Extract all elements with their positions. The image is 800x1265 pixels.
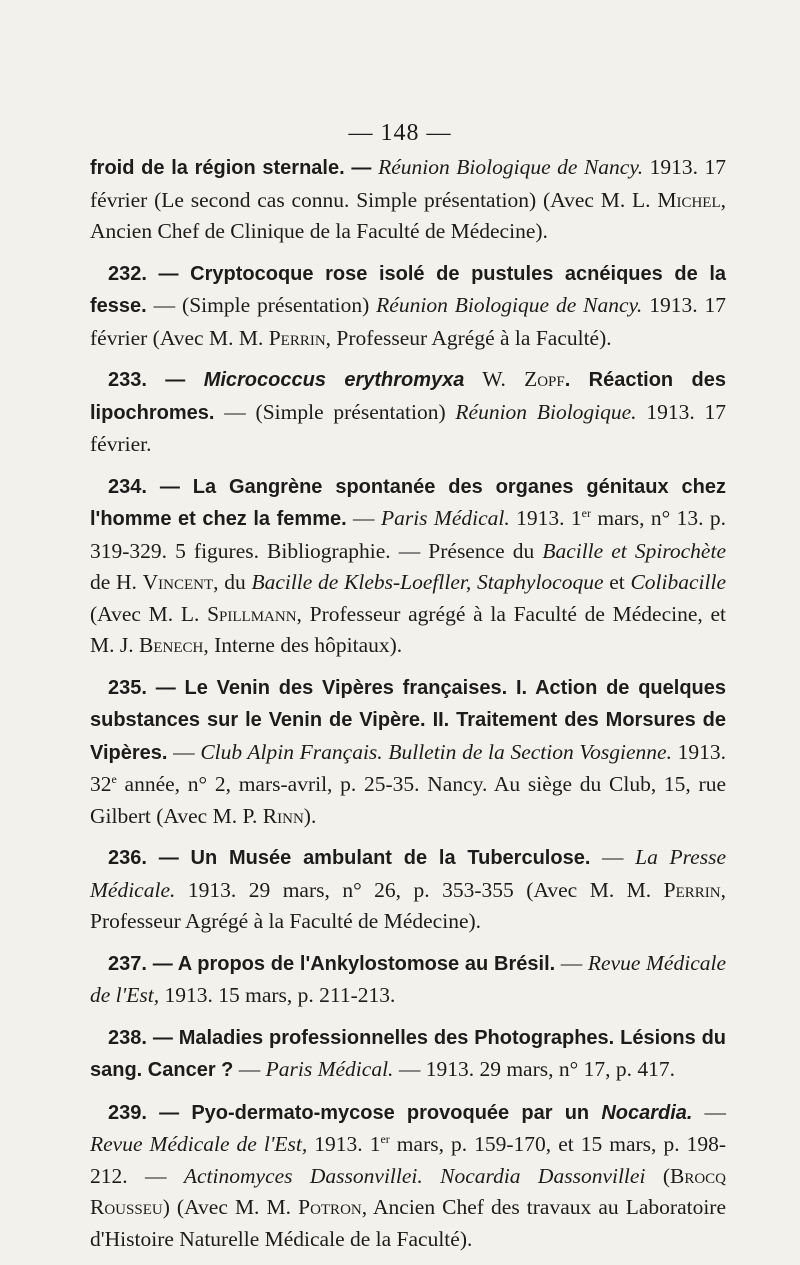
entry-details: 1913. 17 février (Avec M. M. [90,293,727,350]
entry-details: , Professeur Agrégé à la Faculté). [325,325,612,350]
entry-number: 233. [108,369,147,391]
journal-name: Réunion Biologique. [455,399,637,424]
author-name: Vincent [142,570,214,594]
entry-details: et [603,570,631,594]
entry-number: 235. [108,676,147,699]
entry-number: 232. [108,262,147,285]
entry-details: — [346,506,381,530]
entry-details: 1913. 1 [307,1132,381,1156]
entry-237 [90,948,726,1012]
entry-number: 239. [108,1101,147,1124]
entry-number: 237. [108,952,147,975]
journal-name: Revue Médicale de l'Est, [90,950,727,1007]
entry-title-text: — Maladies professionnelles des Photographes. Lésions du sang. Cancer ? [90,1026,726,1081]
entry-details: 1913. 1 [509,506,582,530]
author-name: Perrin [268,325,326,350]
entry-details: (Avec M. L. [90,601,208,626]
journal-name: Réunion Biologique de Nancy. [376,293,643,317]
entry-details: mars, p. 159-170, et 15 mars, p. 198-212. — [90,1132,727,1188]
author-name: Spillmann [207,601,297,626]
author-name: Potron [298,1195,362,1219]
entry-234 [90,471,726,662]
author-name: Benech [138,633,204,657]
entry-details: — [692,1099,727,1124]
superscript: er [380,1131,390,1146]
organism-name: Actinomyces Dassonvillei. Nocardia Dassonvillei [183,1163,646,1188]
entry-details: ). [303,803,317,828]
entry-details: 1913. 32 [90,739,726,796]
entry-title-text: — Cryptocoque rose isolé de pustules acnéiques de la fesse. [90,262,726,317]
journal-name: Club Alpin Français. Bulletin de la Section Vosgienne. [200,739,672,764]
entry-title-text: — Le Venin des Vipères françaises. I. Action de quelques substances sur le Venin de Vipère. II. Traitement des Morsures de Vipères. [90,676,726,764]
entry-details: — [233,1057,266,1081]
superscript: e [111,771,117,786]
entry-title-text: — A propos de l'Ankylostomose au Brésil. [146,952,556,975]
entry-details: — [167,739,201,764]
author-name: Brocq Rousseu [90,1163,726,1219]
entry-details: 1913. 17 février. [90,399,726,456]
author-name: Rinn [262,803,304,828]
entry-details: , du [213,570,252,594]
entry-details: 1913. 29 mars, n° 26, p. 353-355 (Avec M. M. [175,877,664,902]
organism-name: Colibacille [630,570,726,594]
entry-details: mars, n° 13. p. 319-329. 5 figures. Bibliographie. — Présence du [90,506,727,563]
author-name: Perrin [663,877,721,902]
entry-236 [90,842,726,938]
organism-name: Bacille de Klebs-Loefller, Staphylocoque [251,570,604,594]
journal-name: Paris Médical. [380,506,510,530]
entry-details: — (Simple présentation) [214,399,456,424]
entry-title-text: — [146,369,204,391]
entry-details: — [555,950,588,975]
entry-details: , Ancien Chef de Clinique de la Faculté de Médecine). [90,187,726,243]
organism-name: Bacille et Spirochète [542,538,726,563]
entry-title-text: — Pyo-dermato-mycose provoquée par un [146,1101,602,1124]
entry-231-continuation [90,152,726,248]
entry-title-text: . Réaction des lipochromes. [90,369,726,424]
entry-details: 1913. 17 février (Le second cas connu. Simple présentation) (Avec M. L. [90,155,727,212]
entry-details: — [590,845,636,869]
entry-235 [90,672,726,833]
entry-details: , Ancien Chef des travaux au Laboratoire d'Histoire Naturelle Médicale de la Faculté). [90,1195,727,1251]
entry-title-text: — La Gangrène spontanée des organes génitaux chez l'homme et chez la femme. [90,475,726,530]
entry-details: W. [464,367,525,391]
entry-239 [90,1097,726,1256]
species-name: Micrococcus erythromyxa [203,369,465,391]
entry-number: 236. [108,847,147,869]
journal-name: Paris Médical. [265,1057,394,1081]
author-name: Michel [657,187,721,212]
bibliography-list [90,152,726,1265]
entry-title-text: — Un Musée ambulant de la Tuberculose. [146,847,591,869]
entry-details: ( [645,1163,670,1188]
journal-name: La Presse Médicale. [90,845,726,902]
entry-details: de H. [90,570,143,594]
journal-name: Revue Médicale de l'Est, [90,1132,308,1156]
species-name: Nocardia. [601,1101,693,1124]
entry-details: — 1913. 29 mars, n° 17, p. 417. [393,1057,675,1081]
journal-name: Réunion Biologique de Nancy. [378,155,644,179]
entry-details: 1913. 15 mars, p. 211-213. [159,983,396,1007]
entry-details: année, n° 2, mars-avril, p. 25-35. Nancy. Au siège du Club, 15, rue Gilbert (Avec M. P. [90,772,726,828]
entry-details: ) (Avec M. M. [162,1195,299,1219]
entry-details: — (Simple présentation) [146,293,377,317]
superscript: er [581,505,591,520]
entry-238 [90,1022,726,1087]
author-name: Zopf [524,367,565,391]
entry-233 [90,364,726,461]
page-number: — 148 — [348,120,452,146]
entry-number: 238. [108,1026,147,1049]
entry-number: 234. [108,475,147,498]
entry-details: , Interne des hôpitaux). [203,633,403,657]
entry-232 [90,258,726,355]
entry-details: , Professeur Agrégé à la Faculté de Médecine). [90,877,726,933]
entry-details: , Professeur agrégé à la Faculté de Médecine, et M. J. [90,601,726,657]
entry-title-text: froid de la région sternale. — [90,157,379,179]
